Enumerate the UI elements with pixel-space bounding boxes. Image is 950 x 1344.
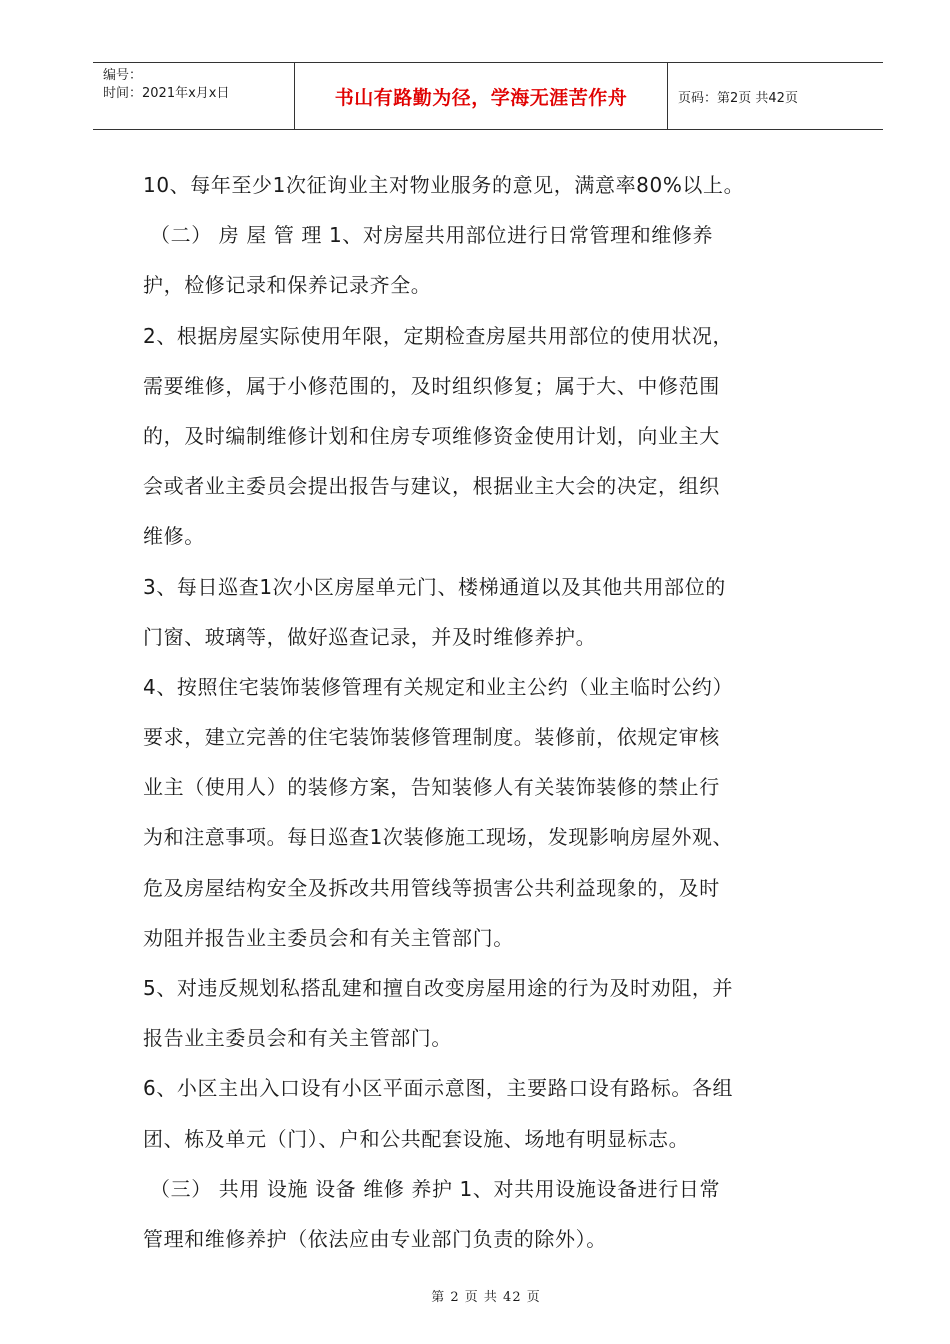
page-header: [93, 62, 883, 130]
document-number-label: 编号：: [103, 68, 143, 83]
body-line: 危及房屋结构安全及拆改共用管线等损害公共利益现象的，及时: [143, 875, 720, 900]
body-line: 4、按照住宅装饰装修管理有关规定和业主公约（业主临时公约）: [143, 674, 734, 699]
body-line: 团、栋及单元（门）、户和公共配套设施、场地有明显标志。: [143, 1126, 690, 1151]
body-line: 报告业主委员会和有关主管部门。: [143, 1026, 452, 1051]
body-line: 6、小区主出入口设有小区平面示意图，主要路口设有路标。各组: [143, 1076, 734, 1101]
body-line: 要求，建立完善的住宅装饰装修管理制度。装修前，依规定审核: [143, 725, 720, 750]
body-line: 护，检修记录和保养记录齐全。: [143, 273, 432, 298]
page-footer: 第 2 页 共 42 页: [431, 1290, 541, 1305]
body-line: 劝阻并报告业主委员会和有关主管部门。: [143, 925, 514, 950]
body-line: 10、每年至少1次征询业主对物业服务的意见，满意率80%以上。: [143, 173, 745, 197]
body-line: 管理和维修养护（依法应由专业部门负责的除外）。: [143, 1226, 607, 1251]
body-line: 需要维修，属于小修范围的，及时组织修复；属于大、中修范围: [143, 373, 720, 398]
body-line: 3、每日巡查1次小区房屋单元门、楼梯通道以及其他共用部位的: [143, 574, 726, 599]
document-time: 时间：2021年x月x日: [103, 86, 230, 101]
header-motto: 书山有路勤为径，学海无涯苦作舟: [295, 63, 668, 129]
body-line: 的，及时编制维修计划和住房专项维修资金使用计划，向业主大: [143, 423, 720, 448]
body-line: （三） 共用 设施 设备 维修 养护 1、对共用设施设备进行日常: [150, 1176, 721, 1201]
body-line: 5、对违反规划私搭乱建和擅自改变房屋用途的行为及时劝阻，并: [143, 976, 734, 1000]
header-meta: [93, 63, 295, 129]
body-line: 会或者业主委员会提出报告与建议，根据业主大会的决定，组织: [143, 474, 720, 499]
header-page-info: 页码：第2页 共42页: [678, 90, 798, 106]
body-line: 门窗、玻璃等，做好巡查记录，并及时维修养护。: [143, 624, 597, 649]
body-line: 为和注意事项。每日巡查1次装修施工现场，发现影响房屋外观、: [143, 825, 734, 850]
body-line: 业主（使用人）的装修方案，告知装修人有关装饰装修的禁止行: [143, 775, 720, 800]
body-line: 维修。: [143, 524, 205, 549]
body-line: 2、根据房屋实际使用年限，定期检查房屋共用部位的使用状况，: [143, 323, 734, 348]
body-line: （二） 房 屋 管 理 1、对房屋共用部位进行日常管理和维修养: [150, 223, 714, 248]
document-body: [143, 160, 863, 1264]
